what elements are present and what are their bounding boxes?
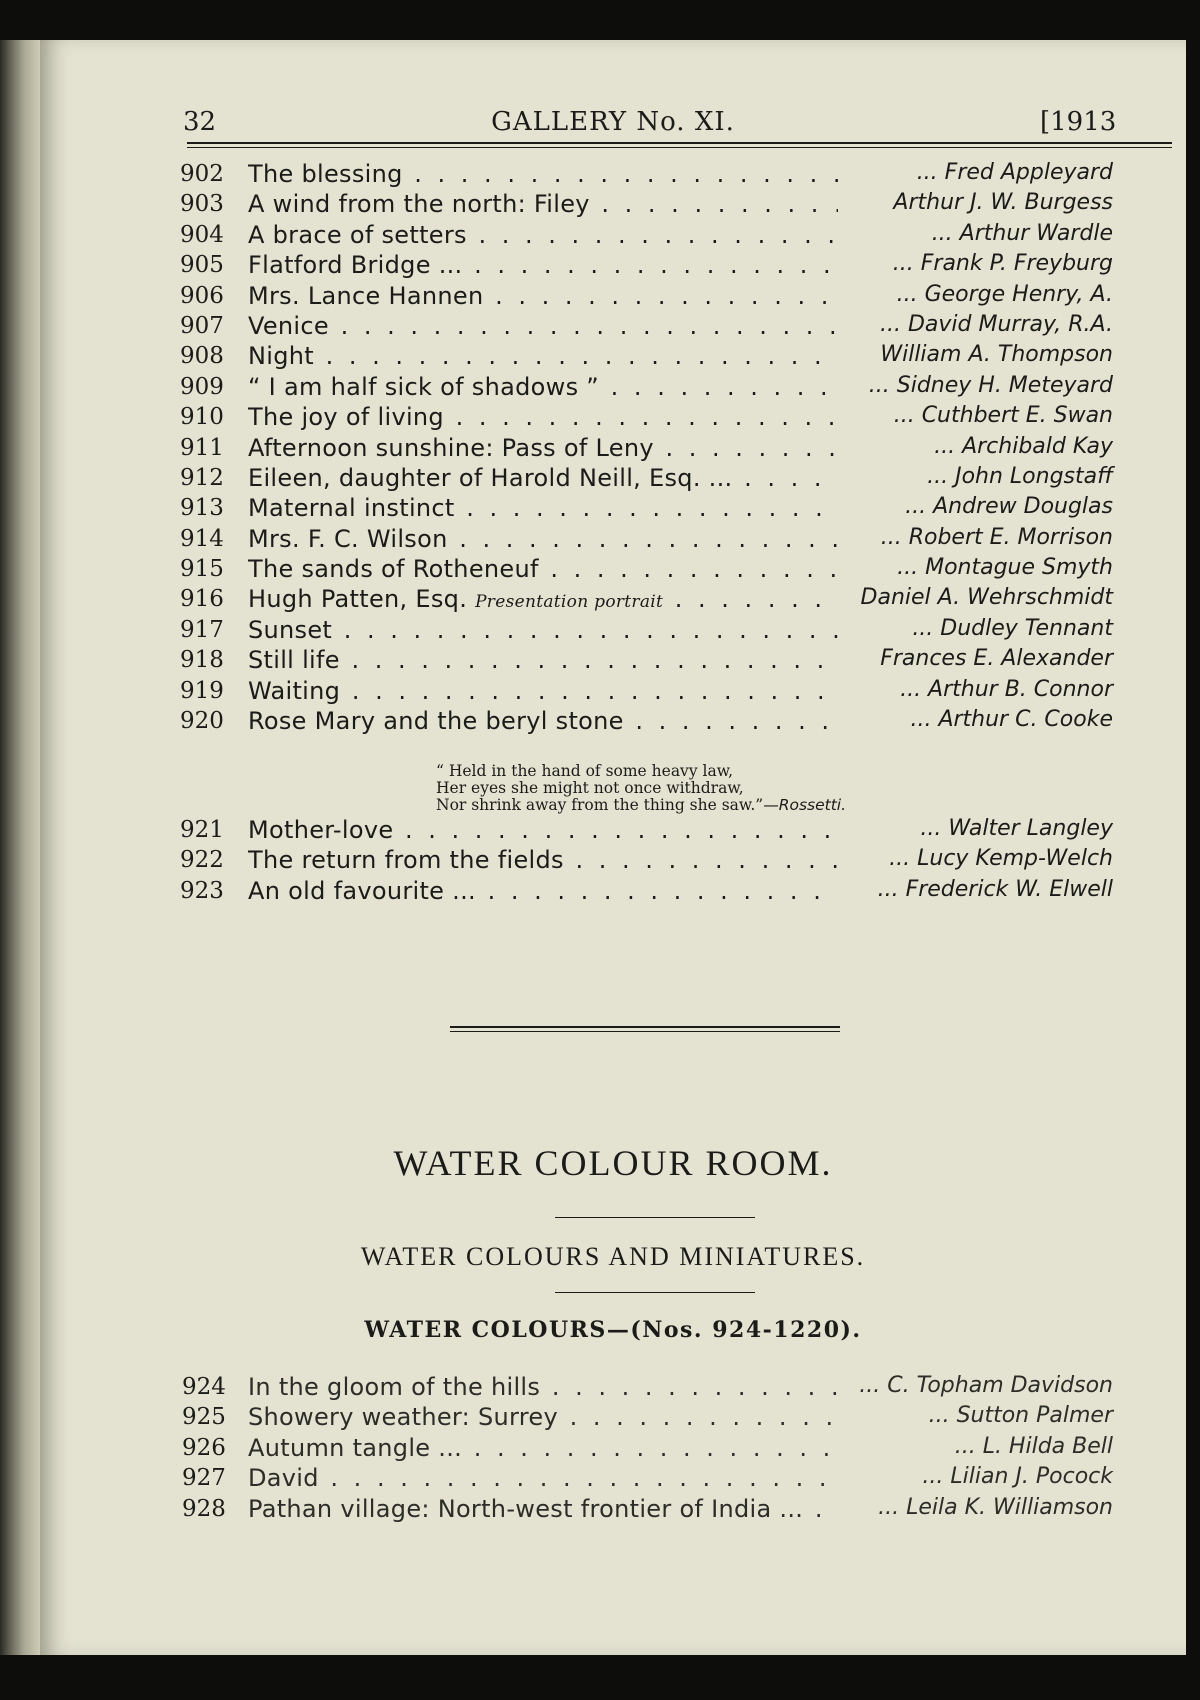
rossetti-quote [436,763,846,814]
room-title: WATER COLOUR ROOM. [393,1143,833,1183]
catalogue-entry [40,816,1186,846]
entry-artist: ... Arthur Wardle [926,221,1113,246]
catalogue-entry [40,464,1186,494]
entry-artist: ... L. Hilda Bell [949,1434,1113,1459]
entry-number: 912 [180,464,224,491]
entry-artist: ... David Murray, R.A. [874,312,1113,337]
entry-title: Venice . . . [248,312,838,340]
entry-title: Still life . . . [248,646,838,674]
entry-artist: ... Robert E. Morrison [875,525,1113,550]
catalogue-entry [40,877,1186,907]
entry-title: “ I am half sick of shadows ” . . . [248,373,838,401]
entry-title: Mrs. F. C. Wilson . . . [248,525,838,553]
entry-title: Maternal instinct . . . [248,494,838,522]
catalogue-entry [40,677,1186,707]
entry-title: Flatford Bridge ... . . . [248,251,838,279]
entry-number: 916 [180,586,224,613]
entry-artist: ... Andrew Douglas [899,494,1113,519]
entry-title: The blessing . . . [248,160,838,188]
catalogue-entry [40,342,1186,372]
entry-number: 908 [180,343,224,370]
entry-artist: Frances E. Alexander [874,646,1113,671]
entry-number: 913 [180,495,224,522]
entry-title: Mrs. Lance Hannen . . . [248,282,838,310]
entry-title: Waiting . . . [248,677,838,705]
catalogue-entry [40,846,1186,876]
catalogue-entry [40,1434,1186,1464]
entry-artist: ... Leila K. Williamson [872,1495,1113,1520]
catalogue-entry [40,585,1186,615]
entry-number: 921 [180,817,224,843]
catalogue-entry [40,160,1186,190]
entry-number: 925 [182,1404,226,1431]
catalogue-entry [40,707,1186,737]
entry-number: 914 [180,525,224,552]
page-number: 32 [183,107,217,137]
subtitle-rule [555,1292,755,1293]
entry-title: The sands of Rotheneuf . . . [248,555,838,583]
quote-line: Her eyes she might not once withdraw, [436,779,744,797]
entry-artist: ... Montague Smyth [891,555,1113,580]
catalogue-entry [40,1373,1186,1403]
catalogue-entry [40,555,1186,585]
entry-title: A brace of setters . . . [248,221,838,249]
entry-artist: ... George Henry, A. [891,282,1113,307]
entry-title: Hugh Patten, Esq. Presentation portrait . . . [248,585,838,613]
entry-artist: ... Dudley Tennant [906,616,1113,641]
entry-title: Rose Mary and the beryl stone . . . [248,707,838,735]
entry-number: 909 [180,373,224,400]
entry-number: 922 [180,847,224,874]
entry-title: In the gloom of the hills . . . [248,1373,838,1401]
catalogue-entry [40,525,1186,555]
catalogue-entry [40,282,1186,312]
catalogue-entry [40,312,1186,342]
entry-title: David . . . [248,1464,838,1492]
entry-title: Pathan village: North-west frontier of India ... . . . [248,1495,838,1523]
entry-artist: ... Arthur B. Connor [894,677,1113,702]
entry-artist: Arthur J. W. Burgess [887,190,1113,215]
entry-title: A wind from the north: Filey . . . [248,190,838,218]
entry-title: Sunset . . . [248,616,838,644]
gallery-entry-list-continued [40,816,1186,907]
catalogue-entry [40,616,1186,646]
entry-artist: ... Arthur C. Cooke [904,707,1113,732]
entry-number: 906 [180,282,224,309]
entry-title: Autumn tangle ... . . . [248,1434,838,1462]
catalogue-entry [40,1495,1186,1525]
catalogue-entry [40,403,1186,433]
water-colour-entry-list [40,1373,1186,1525]
entry-number: 902 [180,161,224,187]
gallery-title: GALLERY No. XI. [491,107,735,137]
entry-number: 924 [182,1374,226,1400]
entry-number: 904 [180,221,224,248]
header-rule [187,142,1172,148]
entry-artist: ... Lilian J. Pocock [916,1464,1113,1489]
quote-line: Nor shrink away from the thing she saw.”—Rossetti. [436,796,847,814]
entry-artist: ... Sidney H. Meteyard [863,373,1113,398]
entry-title: Showery weather: Surrey . . . [248,1403,838,1431]
catalogue-entry [40,190,1186,220]
entry-artist: William A. Thompson [874,342,1113,367]
entry-number: 920 [180,708,224,735]
entry-title: Night . . . [248,342,838,370]
quote-citation: —Rossetti. [763,796,847,814]
entry-artist: ... Archibald Kay [928,434,1113,459]
entry-artist: Daniel A. Wehrschmidt [855,585,1113,610]
entry-number: 923 [180,877,224,904]
catalogue-entry [40,1403,1186,1433]
entry-number: 928 [182,1495,226,1522]
header-year: [1913 [1040,107,1117,137]
entry-artist: ... John Longstaff [921,464,1113,489]
catalogue-entry [40,646,1186,676]
entry-number: 927 [182,1465,226,1492]
gallery-entry-list [40,160,1186,737]
book-page-edge [0,40,40,1655]
entry-artist: ... Cuthbert E. Swan [888,403,1113,428]
quote-line: “ Held in the hand of some heavy law, [436,762,734,780]
entry-title: An old favourite ... . . . [248,877,838,905]
entry-number: 903 [180,191,224,218]
entry-number: 918 [180,647,224,674]
entry-number: 926 [182,1434,226,1461]
catalogue-page [40,40,1186,1655]
catalogue-entry [40,373,1186,403]
entry-artist: ... C. Topham Davidson [853,1373,1113,1398]
entry-artist: ... Sutton Palmer [923,1403,1113,1428]
entry-number: 905 [180,252,224,279]
entry-number: 907 [180,312,224,339]
entry-artist: ... Lucy Kemp-Welch [883,846,1113,871]
category-heading: WATER COLOURS—(Nos. 924-1220). [364,1317,862,1343]
entry-number: 917 [180,616,224,643]
entry-number: 910 [180,404,224,431]
entry-note: Presentation portrait [475,592,664,613]
entry-artist: ... Frederick W. Elwell [872,877,1113,902]
catalogue-entry [40,1464,1186,1494]
catalogue-entry [40,434,1186,464]
title-rule [555,1217,755,1218]
catalogue-entry [40,251,1186,281]
catalogue-entry [40,221,1186,251]
section-divider [450,1026,840,1032]
entry-title: The joy of living . . . [248,403,838,431]
entry-artist: ... Frank P. Freyburg [887,251,1113,276]
entry-title: Afternoon sunshine: Pass of Leny . . . [248,434,838,462]
entry-title: Mother-love . . . [248,816,838,844]
catalogue-entry [40,494,1186,524]
room-subtitle: WATER COLOURS AND MINIATURES. [360,1242,866,1271]
page-header [40,40,1186,150]
entry-artist: ... Fred Appleyard [911,160,1113,185]
entry-artist: ... Walter Langley [914,816,1113,841]
entry-number: 915 [180,556,224,583]
entry-title: Eileen, daughter of Harold Neill, Esq. ... . . . [248,464,838,492]
entry-title: The return from the fields . . . [248,846,838,874]
entry-number: 919 [180,677,224,704]
entry-number: 911 [180,434,224,461]
